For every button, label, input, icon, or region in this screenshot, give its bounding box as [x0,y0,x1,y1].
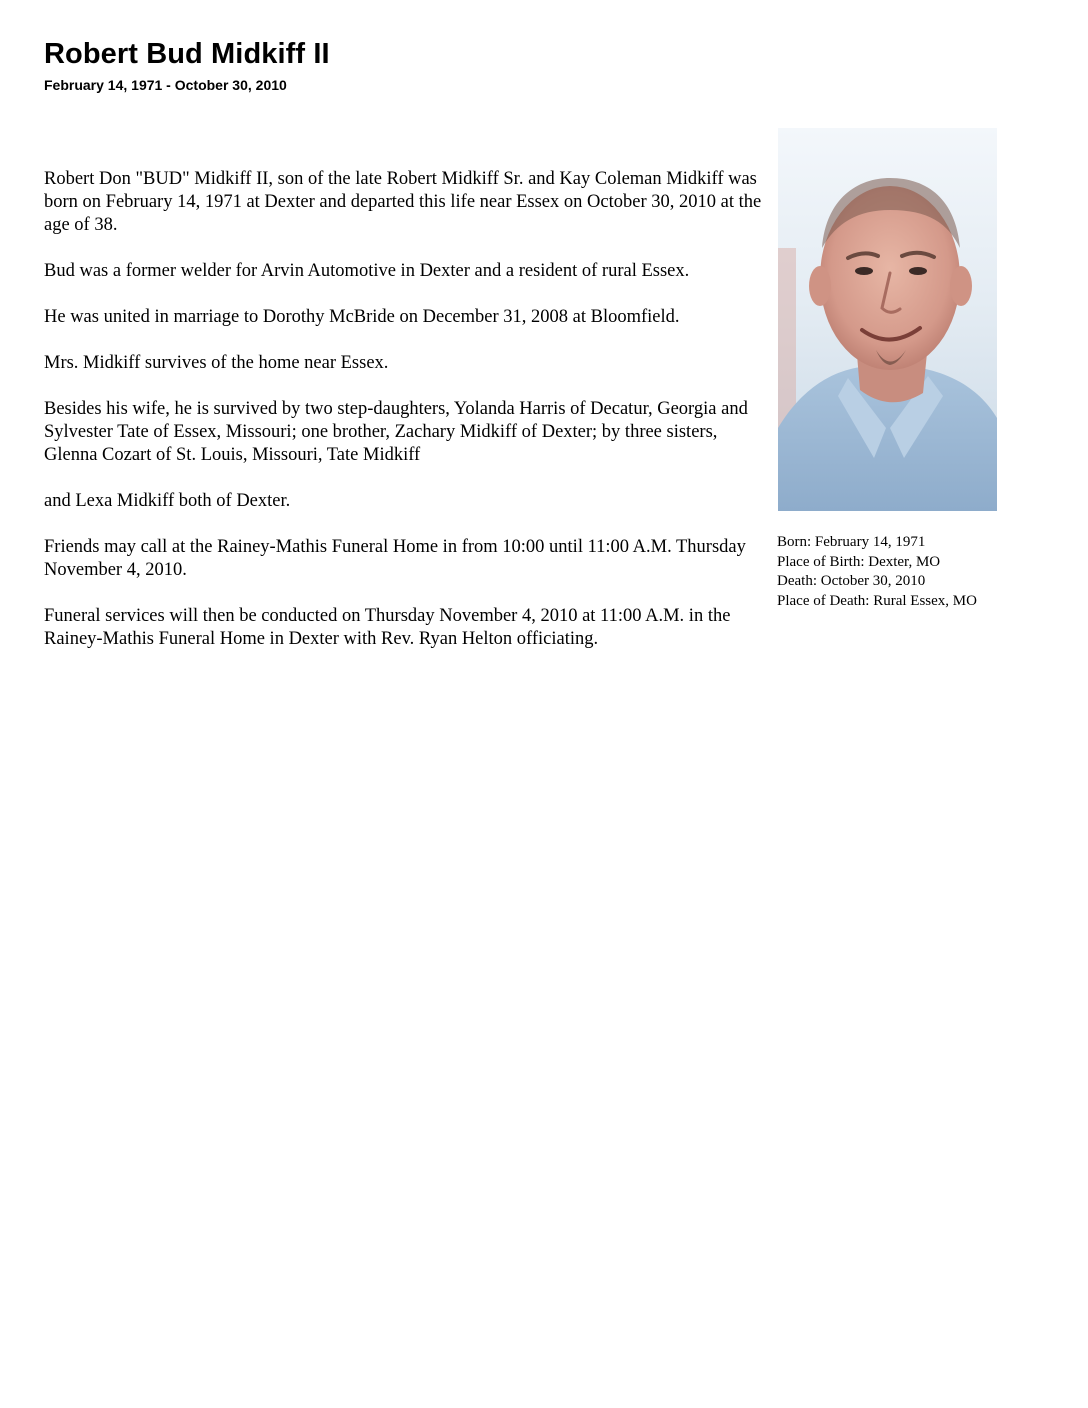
portrait-photo [778,128,997,511]
paragraph-survivors: Besides his wife, he is survived by two step-daughters, Yolanda Harris of Decatur, Georgia and Sylvester Tate of Essex, Missouri; one brother, Zachary Midkiff of Dexter; by three sisters, Glenna Cozart of St. Louis, Missouri, Tate Midkiff [44,399,748,465]
paragraph-survivors-continued: and Lexa Midkiff both of Dexter. [44,491,291,511]
portrait-illustration [778,128,997,511]
paragraph-visitation: Friends may call at the Rainey-Mathis Funeral Home in from 10:00 until 11:00 A.M. Thursday November 4, 2010. [44,537,746,580]
deceased-name: Robert Bud Midkiff II [44,38,330,70]
paragraph-services: Funeral services will then be conducted on Thursday November 4, 2010 at 11:00 A.M. in the Rainey-Mathis Funeral Home in Dexter with Rev. Ryan Helton officiating. [44,606,731,649]
obituary-text [44,168,766,674]
paragraph-occupation: Bud was a former welder for Arvin Automotive in Dexter and a resident of rural Essex. [44,261,690,281]
paragraph-birth: Robert Don "BUD" Midkiff II, son of the late Robert Midkiff Sr. and Kay Coleman Midkiff was born on February 14, 1971 at Dexter and departed this life near Essex on October 30, 2010 at the age of 38. [44,169,762,235]
fact-birthplace: Place of Birth: Dexter, MO [777,553,941,570]
fact-born: Born: February 14, 1971 [777,534,926,550]
paragraph-spouse: Mrs. Midkiff survives of the home near Essex. [44,353,389,373]
obituary-header [44,36,744,94]
paragraph-marriage: He was united in marriage to Dorothy McBride on December 31, 2008 at Bloomfield. [44,307,680,327]
fact-deathplace: Place of Death: Rural Essex, MO [777,592,977,609]
life-dates: February 14, 1971 - October 30, 2010 [44,77,287,93]
fact-death: Death: October 30, 2010 [777,573,926,589]
vital-facts [777,533,997,611]
